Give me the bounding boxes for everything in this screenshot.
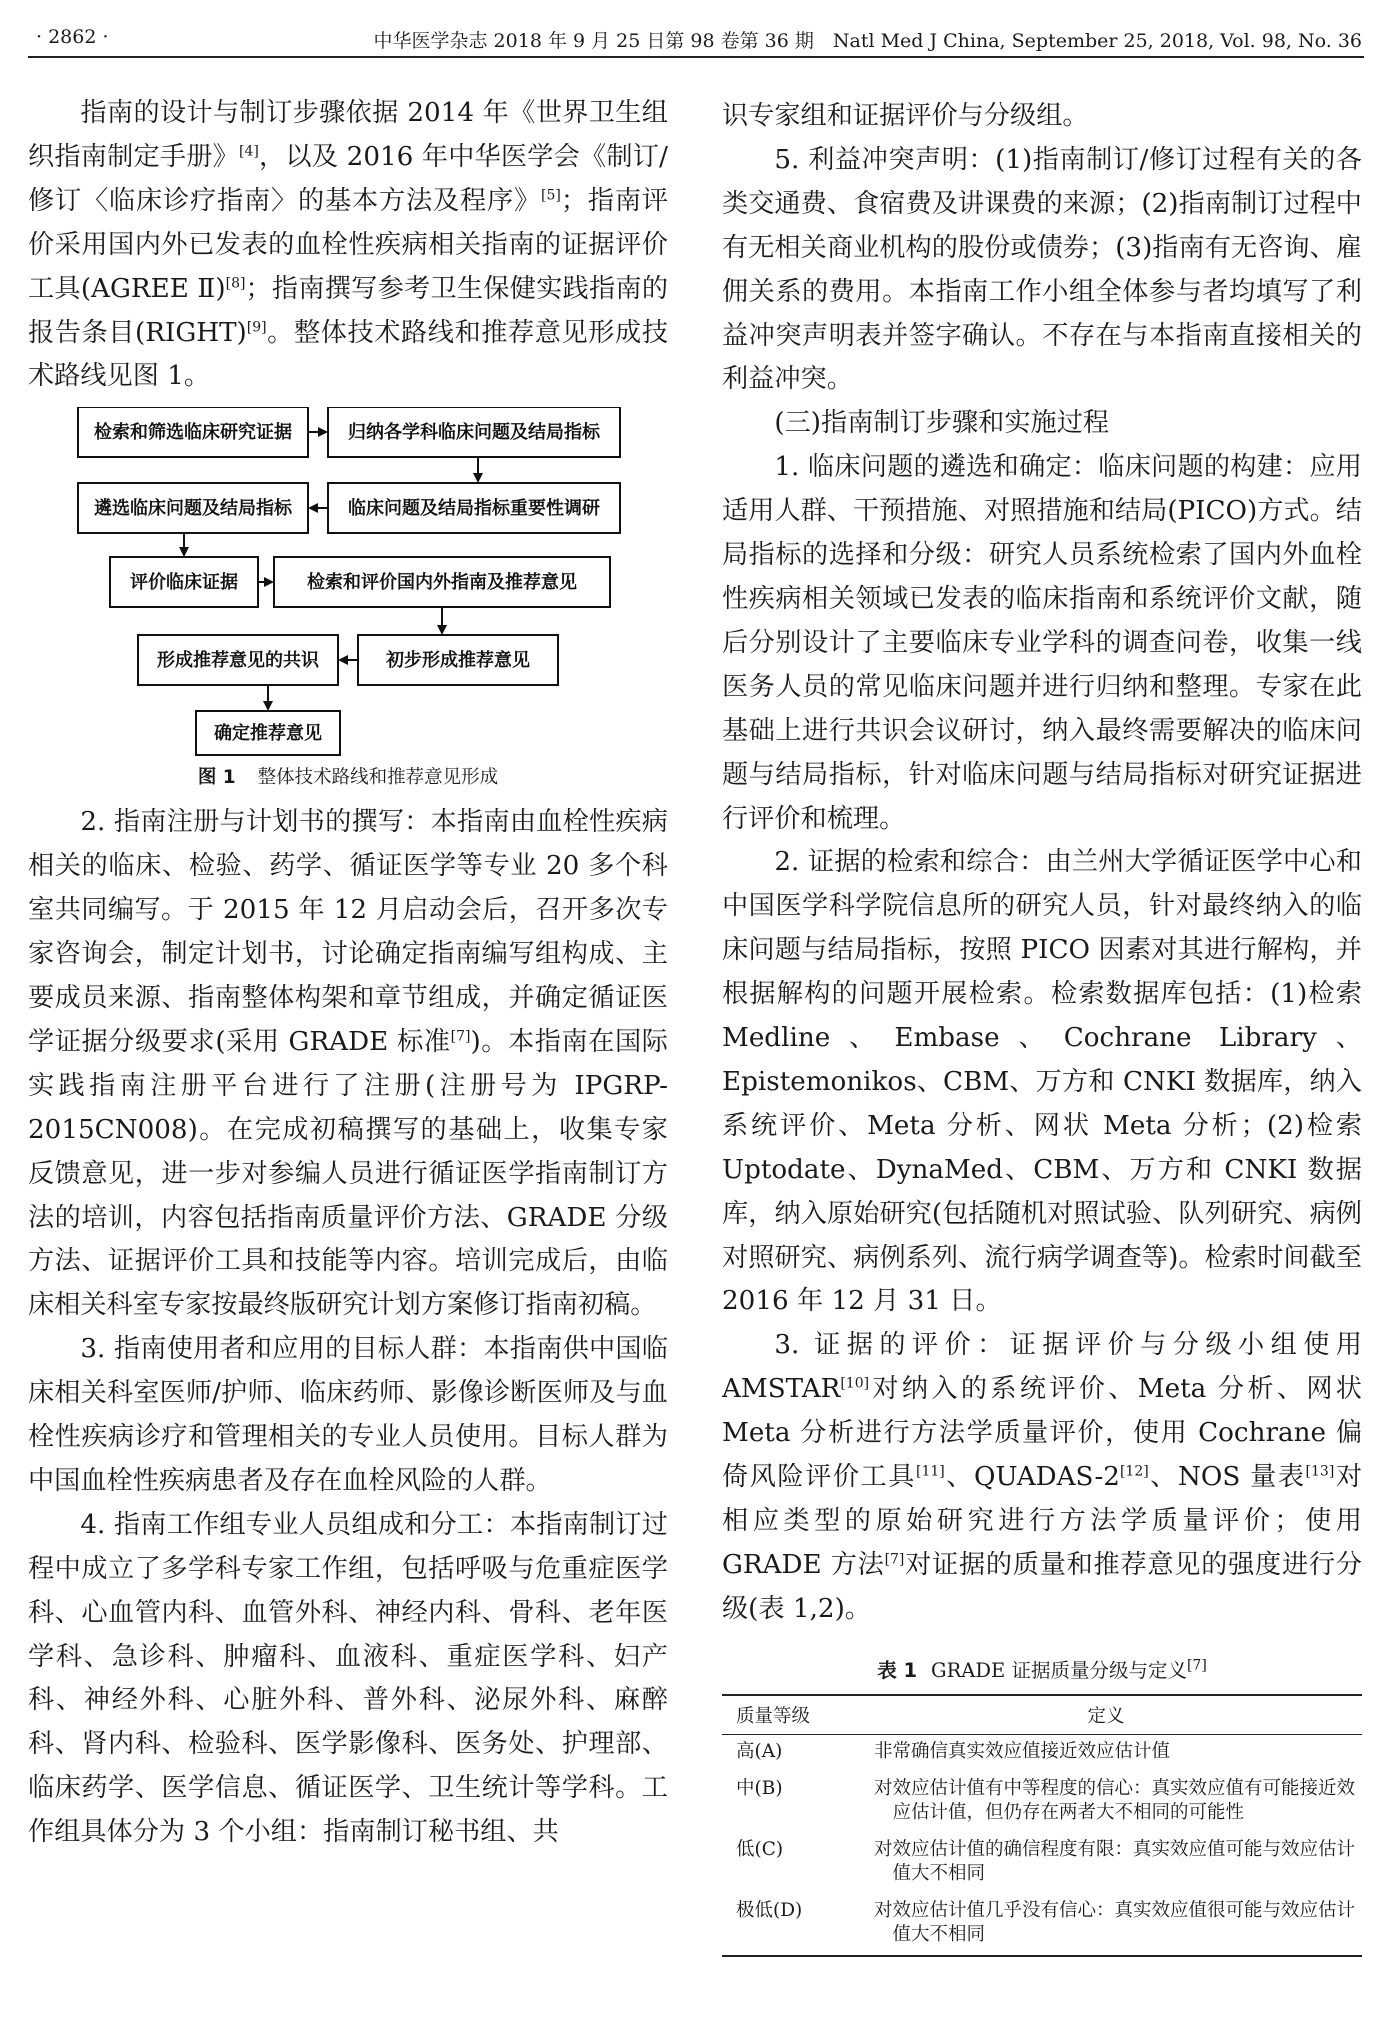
paragraph-target-users: 3. 指南使用者和应用的目标人群：本指南供中国临床相关科室医师/护师、临床药师、影像诊断医师及与血栓性疾病诊疗和管理相关的专业人员使用。目标人群为中国血栓性疾病患者及存在血栓风险的人群。 xyxy=(28,1334,668,1496)
flow-box-select-questions: 遴选临床问题及结局指标 xyxy=(94,498,292,520)
flow-box-summarize-questions: 归纳各学科临床问题及结局指标 xyxy=(348,422,600,444)
table-cell-grade: 高(A) xyxy=(736,1740,783,1762)
paragraph-continued: 识专家组和证据评价与分级组。 xyxy=(722,101,1089,131)
citation[interactable]: [7] xyxy=(884,1551,905,1568)
citation[interactable]: [5] xyxy=(540,187,561,204)
table-cell-definition: 对效应估计值的确信程度有限：真实效应值可能与效应估计值大不相同 xyxy=(874,1838,1356,1884)
table-1-grade xyxy=(722,1694,1362,1957)
table-1-title: 表 1 GRADE 证据质量分级与定义[7] xyxy=(877,1657,1207,1682)
citation[interactable]: [10] xyxy=(840,1375,870,1392)
paragraph-registration: 2. 指南注册与计划书的撰写：本指南由血栓性疾病相关的临床、检验、药学、循证医学等专业 20 多个科室共同编写。于 2015 年 12 月启动会后，召开多次专家咨询会，制定计划书，讨论确定指南编写组构成、主要成员来源、指南整体构架和章节组成，并确定循证医学证据分级要求(采用 GRADE 标准[7])。本指南在国际实践指南注册平台进行了注册(注册号为 IPGRP-2015CN008)。在完成初稿撰写的基础上，收集专家反馈意见，进一步对参编人员进行循证医学指南制订方法的培训，内容包括指南质量评价方法、GRADE 分级方法、证据评价工具和技能等内容。培训完成后，由临床相关科室专家按最终版研究计划方案修订指南初稿。 xyxy=(28,807,668,1321)
table-cell-grade: 中(B) xyxy=(736,1777,783,1799)
flow-box-importance-survey: 临床问题及结局指标重要性调研 xyxy=(348,498,600,520)
citation[interactable]: [4] xyxy=(239,143,259,160)
paragraph-conflict-of-interest: 5. 利益冲突声明：(1)指南制订/修订过程有关的各类交通费、食宿费及讲课费的来源；(2)指南制订过程中有无相关商业机构的股份或债券；(3)指南有无咨询、雇佣关系的费用。本指南工作小组全体参与者均填写了利益冲突声明表并签字确认。不存在与本指南直接相关的利益冲突。 xyxy=(722,144,1362,395)
table-row xyxy=(722,1833,1362,1894)
table-cell-definition: 非常确信真实效应值接近效应估计值 xyxy=(874,1740,1171,1762)
citation[interactable]: [7] xyxy=(450,1028,471,1045)
citation[interactable]: [7] xyxy=(1186,1657,1207,1674)
flow-box-preliminary-recommendations: 初步形成推荐意见 xyxy=(386,650,530,672)
journal-running-head: 中华医学杂志 2018 年 9 月 25 日第 98 卷第 36 期 Natl Med J China, September 25, 2018, Vol. 98, No. 36 xyxy=(373,30,1362,52)
citation[interactable]: [9] xyxy=(246,318,267,335)
paragraph-clinical-questions: 1. 临床问题的遴选和确定：临床问题的构建：应用适用人群、干预措施、对照措施和结局(PICO)方式。结局指标的选择和分级：研究人员系统检索了国内外血栓性疾病相关领域已发表的临床指南和系统评价文献，随后分别设计了主要临床专业学科的调查问卷，收集一线医务人员的常见临床问题并进行归纳和整理。专家在此基础上进行共识会议研讨，纳入最终需要解决的临床问题与结局指标，针对临床问题与结局指标对研究证据进行评价和梳理。 xyxy=(722,452,1362,834)
table-cell-definition: 对效应估计值几乎没有信心：真实效应值很可能与效应估计值大不相同 xyxy=(850,1894,1362,1956)
flowchart-diagram xyxy=(28,407,668,759)
table-cell-grade: 极低(D) xyxy=(722,1894,850,1956)
table-row xyxy=(722,1734,1362,1772)
table-cell-definition: 对效应估计值有中等程度的信心：真实效应值有可能接近效应估计值，但仍存在两者大不相同的可能性 xyxy=(874,1777,1356,1823)
table-header-row xyxy=(722,1695,1362,1735)
figure-caption: 图 1 整体技术路线和推荐意见形成 xyxy=(197,767,499,789)
paragraph-guideline-design: 指南的设计与制订步骤依据 2014 年《世界卫生组织指南制定手册》[4]，以及 2016 年中华医学会《制订/修订〈临床诊疗指南〉的基本方法及程序》[5]；指南评价采用国内外已发表的血栓性疾病相关指南的证据评价工具(AGREE Ⅱ)[8]；指南撰写参考卫生保健实践指南的报告条目(RIGHT)[9]。整体技术路线和推荐意见形成技术路线见图 1。 xyxy=(28,98,669,392)
table-row xyxy=(722,1772,1362,1833)
citation[interactable]: [8] xyxy=(225,274,246,291)
section-heading-3: (三)指南制订步骤和实施过程 xyxy=(774,408,1110,439)
flow-box-final-recommendations: 确定推荐意见 xyxy=(214,723,322,745)
flow-box-evaluate-evidence: 评价临床证据 xyxy=(130,572,238,594)
paragraph-working-group: 4. 指南工作组专业人员组成和分工：本指南制订过程中成立了多学科专家工作组，包括呼吸与危重症医学科、心血管内科、血管外科、神经内科、骨科、老年医学科、急诊科、肿瘤科、血液科、重症医学科、妇产科、神经外科、心脏外科、普外科、泌尿外科、麻醉科、肾内科、检验科、医学影像科、医务处、护理部、临床药学、医学信息、循证医学、卫生统计等学科。工作组具体分为 3 个小组：指南制订秘书组、共 xyxy=(28,1509,668,1848)
page-header xyxy=(28,26,1364,58)
page-number: · 2862 · xyxy=(36,26,109,48)
table-header-grade: 质量等级 xyxy=(722,1695,850,1735)
left-column xyxy=(28,92,668,1855)
figure-1-flowchart xyxy=(28,399,668,789)
right-column xyxy=(722,95,1362,1957)
citation[interactable]: [13] xyxy=(1305,1463,1335,1480)
table-row xyxy=(722,1894,1362,1956)
table-cell-grade: 低(C) xyxy=(736,1838,784,1860)
table-header-definition: 定义 xyxy=(850,1695,1362,1735)
paragraph-evidence-evaluation: 3. 证据的评价：证据评价与分级小组使用 AMSTAR[10]对纳入的系统评价、Meta 分析、网状 Meta 分析进行方法学质量评价，使用 Cochrane 偏倚风险评价工具[11]、QUADAS-2[12]、NOS 量表[13]对相应类型的原始研究进行方法学质量评价；使用 GRADE 方法[7]对证据的质量和推荐意见的强度进行分级(表 1,2)。 xyxy=(722,1330,1363,1624)
flow-box-evaluate-guidelines: 检索和评价国内外指南及推荐意见 xyxy=(307,572,577,594)
flow-box-form-consensus: 形成推荐意见的共识 xyxy=(157,650,319,672)
flow-box-search-evidence: 检索和筛选临床研究证据 xyxy=(94,422,292,444)
citation[interactable]: [11] xyxy=(916,1463,945,1480)
citation[interactable]: [12] xyxy=(1119,1463,1149,1480)
paragraph-evidence-search: 2. 证据的检索和综合：由兰州大学循证医学中心和中国医学科学院信息所的研究人员，针对最终纳入的临床问题与结局指标，按照 PICO 因素对其进行解构，并根据解构的问题开展检索。检索数据库包括：(1)检索 Medline、Embase、Cochrane Library、Epistemonikos、CBM、万方和 CNKI 数据库，纳入系统评价、Meta 分析、网状 Meta 分析；(2)检索 Uptodate、DynaMed、CBM、万方和 CNKI 数据库，纳入原始研究(包括随机对照试验、队列研究、病例对照研究、病例系列、流行病学调查等)。检索时间截至 2016 年 12 月 31 日。 xyxy=(722,847,1362,1317)
